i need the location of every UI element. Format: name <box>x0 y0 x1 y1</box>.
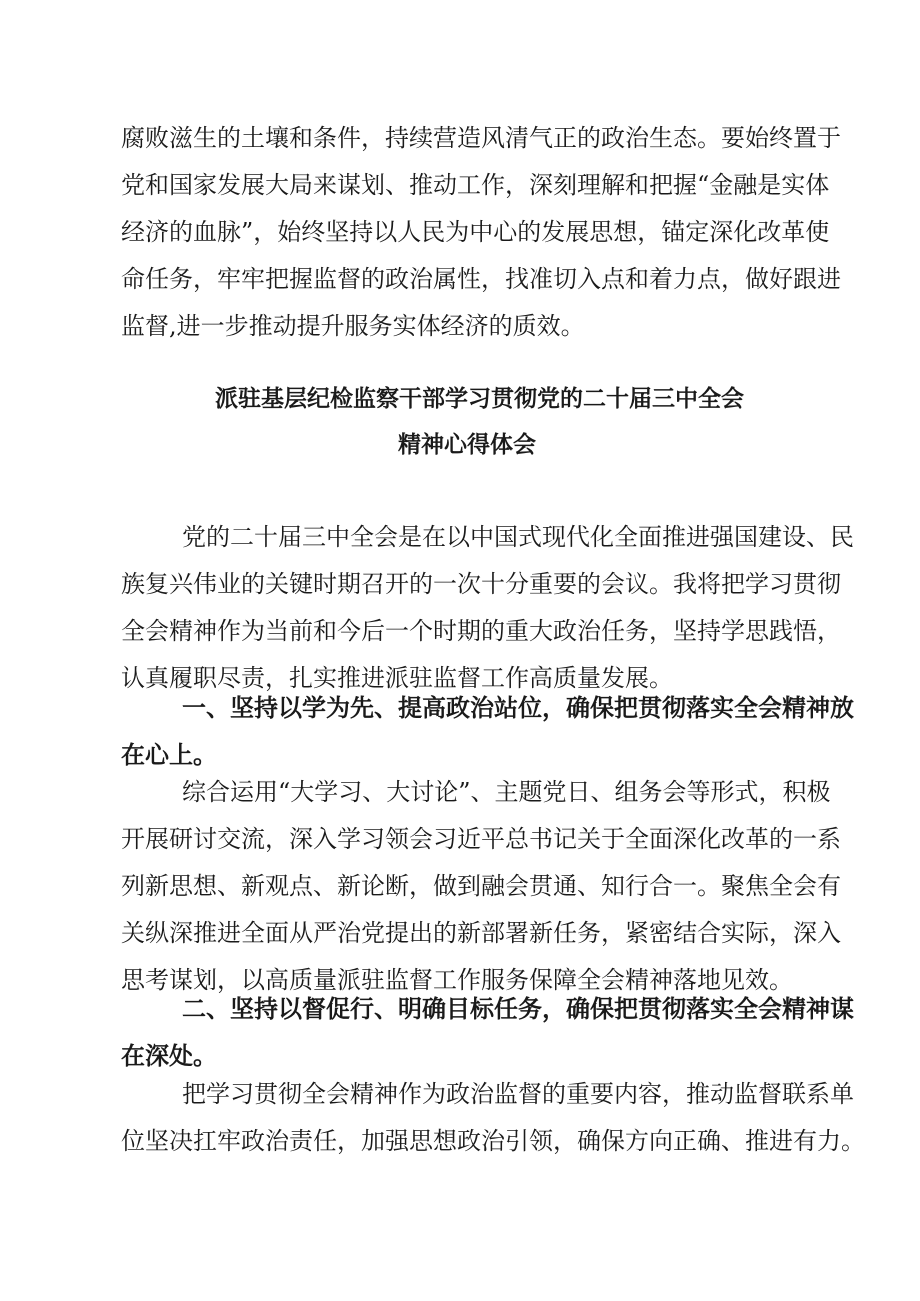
paragraph-text: 党的二十届三中全会是在以中国式现代化全面推进强国建设、民 <box>182 523 854 551</box>
paragraph-line <box>0 259 920 299</box>
paragraph-line <box>0 611 920 651</box>
paragraph-line <box>0 913 920 953</box>
section-heading: 在心上。 <box>121 740 217 769</box>
paragraph-text: 综合运用“大学习、大讨论”、主题党日、组务会等形式，积极 <box>182 778 831 806</box>
section-heading: 一、坚持以学为先、提高政治站位，确保把贯彻落实全会精神放 <box>182 693 854 722</box>
paragraph-line <box>0 819 920 859</box>
paragraph-text: 思考谋划，以高质量派驻监督工作服务保障全会精神落地见效。 <box>121 966 793 994</box>
section-heading: 二、坚持以督促行、明确目标任务，确保把贯彻落实全会精神谋 <box>182 994 854 1023</box>
paragraph-text: 列新思想、新观点、新论断，做到融会贯通、知行合一。聚焦全会有 <box>121 872 841 900</box>
paragraph-line <box>0 564 920 604</box>
paragraph-text: 命任务，牢牢把握监督的政治属性，找准切入点和着力点，做好跟进 <box>121 265 841 293</box>
paragraph-line <box>0 118 920 158</box>
paragraph-text: 经济的血脉”，始终坚持以人民为中心的发展思想，锚定深化改革使 <box>121 218 830 246</box>
paragraph-text: 党和国家发展大局来谋划、推动工作，深刻理解和把握“金融是实体 <box>121 171 830 199</box>
paragraph-text: 关纵深推进全面从严治党提出的新部署新任务，紧密结合实际，深入 <box>121 919 841 947</box>
section-heading: 在深处。 <box>121 1041 217 1070</box>
paragraph-line <box>0 212 920 252</box>
paragraph-line <box>0 306 920 346</box>
section-heading-line <box>0 688 920 728</box>
paragraph-line <box>0 772 920 812</box>
document-subtitle: 精神心得体会 <box>398 432 536 458</box>
paragraph-text: 开展研讨交流，深入学习领会习近平总书记关于全面深化改革的一系 <box>121 825 841 853</box>
paragraph-text: 把学习贯彻全会精神作为政治监督的重要内容，推动监督联系单 <box>182 1080 854 1108</box>
paragraph-line <box>0 517 920 557</box>
paragraph-text: 腐败滋生的土壤和条件，持续营造风清气正的政治生态。要始终置于 <box>121 124 841 152</box>
paragraph-text: 认真履职尽责，扎实推进派驻监督工作高质量发展。 <box>121 664 673 692</box>
paragraph-line <box>0 1121 920 1161</box>
section-heading-line <box>0 989 920 1029</box>
section-heading-line <box>0 1036 920 1076</box>
paragraph-text: 全会精神作为当前和今后一个时期的重大政治任务，坚持学思践悟， <box>121 617 841 645</box>
section-heading-line <box>0 735 920 775</box>
paragraph-text: 监督,进一步推动提升服务实体经济的质效。 <box>121 312 585 340</box>
paragraph-text: 族复兴伟业的关键时期召开的一次十分重要的会议。我将把学习贯彻 <box>121 570 841 598</box>
document-title: 派驻基层纪检监察干部学习贯彻党的二十届三中全会 <box>215 386 744 412</box>
paragraph-line <box>0 165 920 205</box>
paragraph-text: 位坚决扛牢政治责任，加强思想政治引领，确保方向正确、推进有力。 <box>121 1127 865 1155</box>
paragraph-line <box>0 866 920 906</box>
document-title-line <box>0 425 920 465</box>
paragraph-line <box>0 1074 920 1114</box>
document-title-line <box>0 379 920 419</box>
